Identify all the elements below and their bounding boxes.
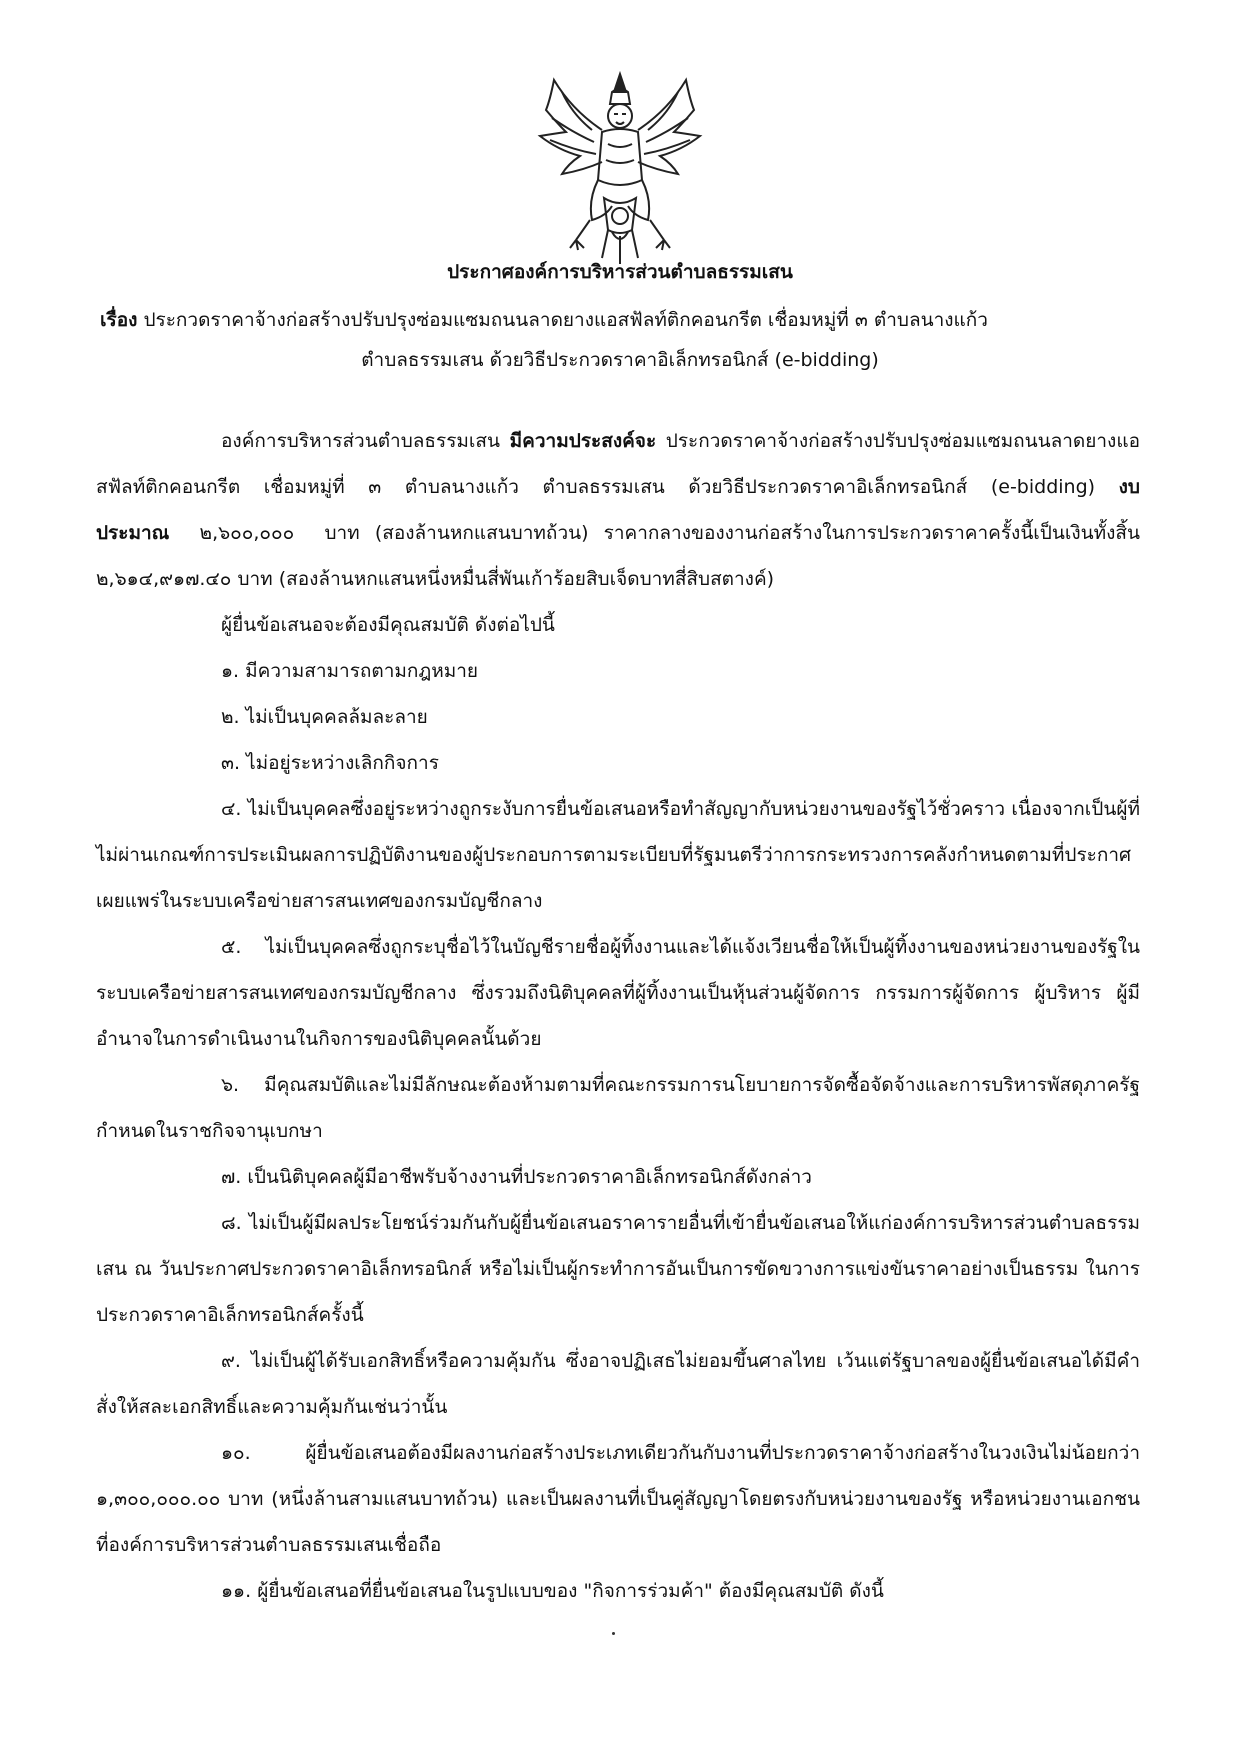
budget-label: งบประมาณ (96, 476, 1140, 544)
qualification-item: ๒. ไม่เป็นบุคคลล้มละลาย (221, 706, 428, 728)
subject-line-1 (100, 300, 1140, 340)
qualification-item: ๕. ไม่เป็นบุคคลซึ่งถูกระบุชื่อไว้ในบัญชีรายชื่อผู้ทิ้งงานและได้แจ้งเวียนชื่อให้เป็นผู้ทิ้งงานของหน่วยงานของรัฐในระบบเครือข่ายสารสนเทศของกรมบัญชีกลาง ซึ่งรวมถึงนิติบุคคลที่ผู้ทิ้งงานเป็นหุ้นส่วนผู้จัดการ กรรมการผู้จัดการ ผู้บริหาร ผู้มีอำนาจในการดำเนินงานในกิจการของนิติบุคคลนั้นด้วย (96, 936, 1140, 1050)
document-body (96, 418, 1140, 1614)
budget-amount: ๒,๖๐๐,๐๐๐ (199, 522, 295, 544)
intro-org: องค์การบริหารส่วนตำบลธรรมเสน (221, 430, 501, 452)
qualification-item: ๘. ไม่เป็นผู้มีผลประโยชน์ร่วมกันกับผู้ยื่นข้อเสนอราคารายอื่นที่เข้ายื่นข้อเสนอให้แก่องค์การบริหารส่วนตำบลธรรมเสน ณ วันประกาศประกวดราคาอิเล็กทรอนิกส์ หรือไม่เป็นผู้กระทำการอันเป็นการขัดขวางการแข่งขันราคาอย่างเป็นธรรม ในการประกวดราคาอิเล็กทรอนิกส์ครั้งนี้ (96, 1212, 1140, 1326)
median-price: ๒,๖๑๔,๙๑๗.๔๐ (96, 568, 232, 590)
qualification-item: ๑. มีความสามารถตามกฎหมาย (221, 660, 479, 682)
subject-label: เรื่อง (100, 309, 138, 331)
qualification-item: ๙. ไม่เป็นผู้ได้รับเอกสิทธิ์หรือความคุ้มกัน ซึ่งอาจปฏิเสธไม่ยอมขึ้นศาลไทย เว้นแต่รัฐบาลของผู้ยื่นข้อเสนอได้มีคำสั่งให้สละเอกสิทธิ์และความคุ้มกันเช่นว่านั้น (96, 1350, 1140, 1418)
intro-text-a: ประกวดราคาจ้างก่อสร้างปรับปรุงซ่อมแซมถนนลาดยางแอสฟัลท์ติกคอนกรีต เชื่อมหมู่ที่ ๓ ตำบลนางแก้ว ตำบลธรรมเสน ด้วยวิธีประกวดราคาอิเล็กทรอนิกส์ (e-bidding) (96, 430, 1140, 498)
qualification-item: ๔. ไม่เป็นบุคคลซึ่งอยู่ระหว่างถูกระงับการยื่นข้อเสนอหรือทำสัญญากับหน่วยงานของรัฐไว้ชั่วคราว เนื่องจากเป็นผู้ที่ไม่ผ่านเกณฑ์การประเมินผลการปฏิบัติงานของผู้ประกอบการตามระเบียบที่รัฐมนตรีว่าการกระทรวงการคลังกำหนดตามที่ประกาศเผยแพร่ในระบบเครือข่ายสารสนเทศของกรมบัญชีกลาง (96, 798, 1140, 912)
intro-intent: มีความประสงค์จะ (509, 430, 657, 452)
qualification-item: ๓. ไม่อยู่ระหว่างเลิกกิจการ (221, 752, 439, 774)
qualification-item: ๑๑. ผู้ยื่นข้อเสนอที่ยื่นข้อเสนอในรูปแบบของ "กิจการร่วมค้า" ต้องมีคุณสมบัติ ดังนี้ (221, 1580, 884, 1602)
subject-text-2: ตำบลธรรมเสน ด้วยวิธีประกวดราคาอิเล็กทรอนิกส์ (e-bidding) (361, 349, 879, 371)
qualification-item: ๑๐. ผู้ยื่นข้อเสนอต้องมีผลงานก่อสร้างประเภทเดียวกันกับงานที่ประกวดราคาจ้างก่อสร้างในวงเงินไม่น้อยกว่า ๑,๓๐๐,๐๐๐.๐๐ บาท (หนึ่งล้านสามแสนบาทถ้วน) และเป็นผลงานที่เป็นคู่สัญญาโดยตรงกับหน่วยงานของรัฐ หรือหน่วยงานเอกชนที่องค์การบริหารส่วนตำบลธรรมเสนเชื่อถือ (96, 1442, 1140, 1556)
subject-block (100, 300, 1140, 380)
intro-text-c: บาท (สองล้านหกแสนหนึ่งหมื่นสี่พันเก้าร้อยสิบเจ็ดบาทสี่สิบสตางค์) (237, 568, 775, 590)
qualification-item: ๖. มีคุณสมบัติและไม่มีลักษณะต้องห้ามตามที่คณะกรรมการนโยบายการจัดซื้อจัดจ้างและการบริหารพัสดุภาครัฐกำหนดในราชกิจจานุเบกษา (96, 1074, 1140, 1142)
scan-speck (612, 1632, 615, 1635)
qualification-item: ๗. เป็นนิติบุคคลผู้มีอาชีพรับจ้างงานที่ประกวดราคาอิเล็กทรอนิกส์ดังกล่าว (221, 1166, 812, 1188)
page-title: ประกาศองค์การบริหารส่วนตำบลธรรมเสน (447, 261, 793, 283)
subject-text-1: ประกวดราคาจ้างก่อสร้างปรับปรุงซ่อมแซมถนนลาดยางแอสฟัลท์ติกคอนกรีต เชื่อมหมู่ที่ ๓ ตำบลนางแก้ว (143, 309, 988, 331)
intro-text-b: บาท (สองล้านหกแสนบาทถ้วน) ราคากลางของงานก่อสร้างในการประกวดราคาครั้งนี้เป็นเงินทั้งสิ้น (324, 522, 1140, 544)
garuda-emblem-icon (532, 70, 708, 266)
qualifications-heading: ผู้ยื่นข้อเสนอจะต้องมีคุณสมบัติ ดังต่อไปนี้ (221, 614, 555, 636)
intro-paragraph (96, 418, 1140, 602)
